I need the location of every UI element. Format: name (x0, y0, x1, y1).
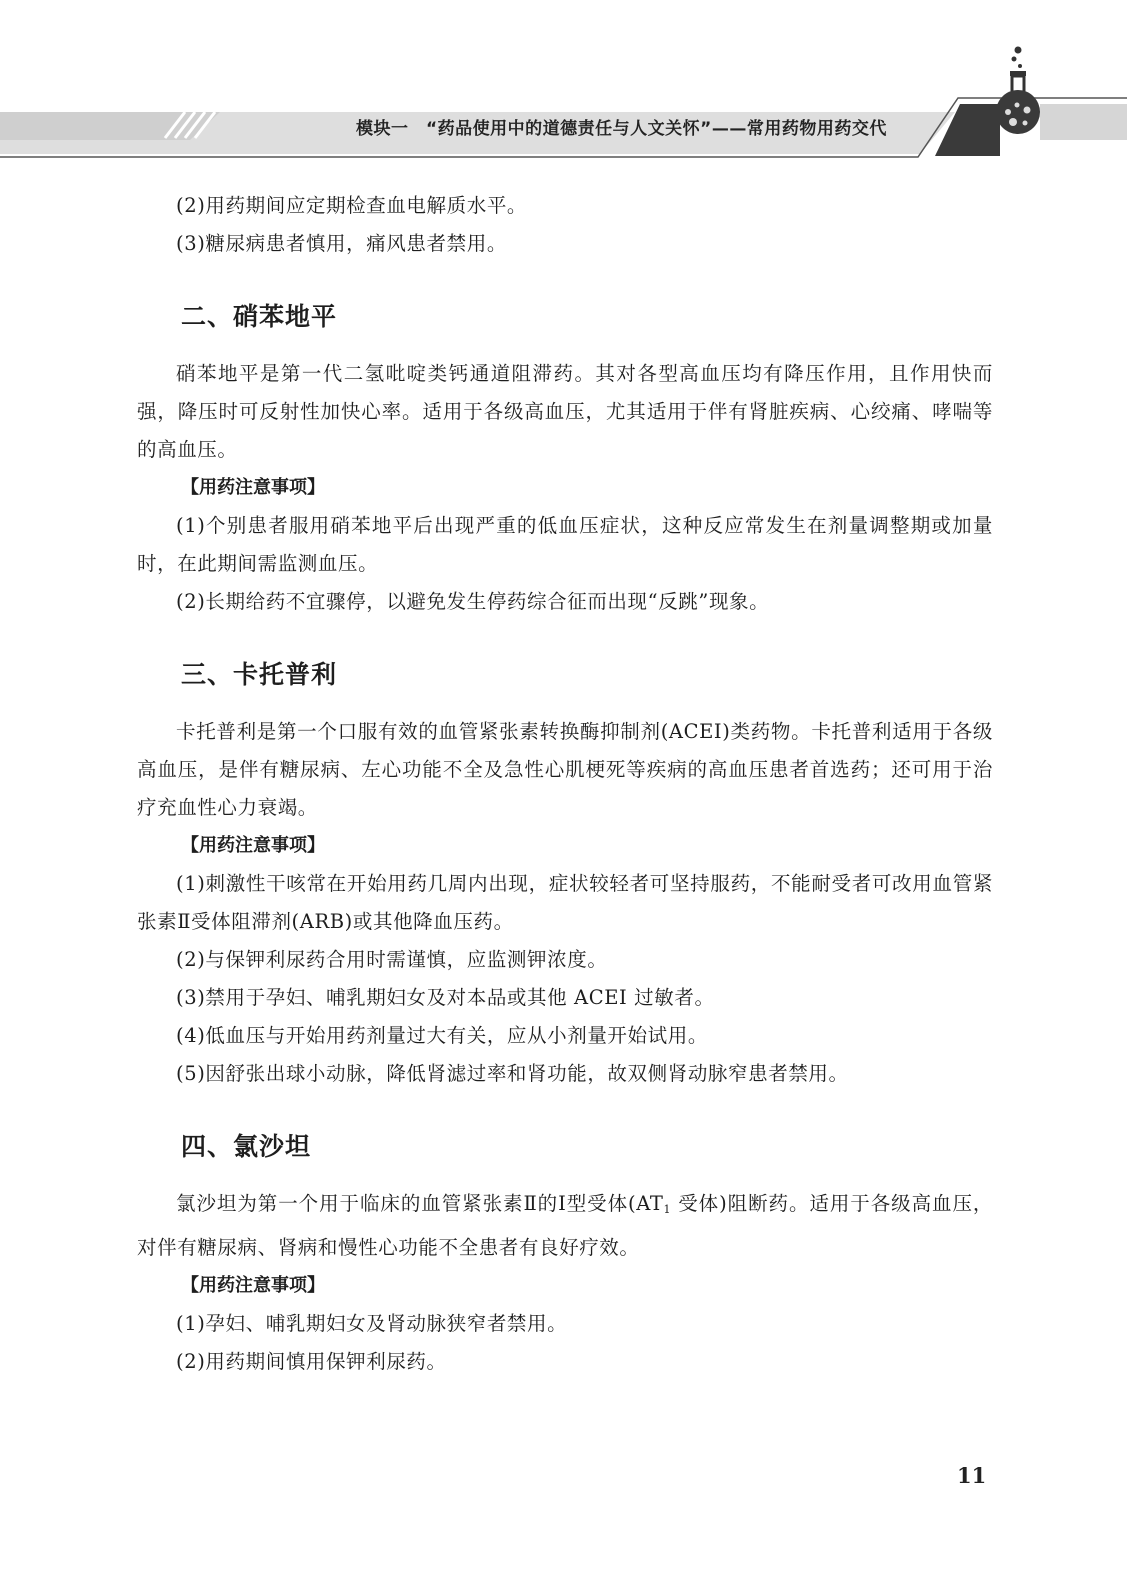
flask-icon (990, 44, 1046, 136)
list-item: (1)个别患者服用硝苯地平后出现严重的低血压症状，这种反应常发生在剂量调整期或加量时，在此期间需监测血压。 (137, 514, 993, 575)
header-banner-graphic (0, 0, 1127, 175)
list-item: (1)孕妇、哺乳期妇女及肾动脉狭窄者禁用。 (176, 1312, 568, 1335)
list-item: (2)用药期间应定期检查血电解质水平。 (176, 194, 528, 217)
list-item: (2)用药期间慎用保钾利尿药。 (176, 1350, 447, 1373)
list-item: (4)低血压与开始用药剂量过大有关，应从小剂量开始试用。 (176, 1024, 708, 1047)
section-paragraph: 卡托普利是第一个口服有效的血管紧张素转换酶抑制剂(ACEI)类药物。卡托普利适用于各级高血压，是伴有糖尿病、左心功能不全及急性心肌梗死等疾病的高血压患者首选药；还可用于治疗充血性心力衰竭。 (137, 720, 993, 819)
header-title: 模块一 “药品使用中的道德责任与人文关怀”——常用药物用药交代 (356, 119, 887, 139)
list-item: (5)因舒张出球小动脉，降低肾滤过率和肾功能，故双侧肾动脉窄患者禁用。 (176, 1062, 849, 1085)
list-item: (1)刺激性干咳常在开始用药几周内出现，症状较轻者可坚持服药，不能耐受者可改用血管紧张素Ⅱ受体阻滞剂(ARB)或其他降血压药。 (137, 872, 993, 933)
running-header (0, 0, 1127, 175)
subscript: 1 (663, 1203, 672, 1216)
section-heading: 四、氯沙坦 (181, 1132, 312, 1161)
list-item: (3)禁用于孕妇、哺乳期妇女及对本品或其他 ACEI 过敏者。 (176, 986, 715, 1009)
section-paragraph: 硝苯地平是第一代二氢吡啶类钙通道阻滞药。其对各型高血压均有降压作用，且作用快而强，降压时可反射性加快心率。适用于各级高血压，尤其适用于伴有肾脏疾病、心绞痛、哮喘等的高血压。 (137, 362, 993, 461)
paragraph-text: 氯沙坦为第一个用于临床的血管紧张素Ⅱ的Ⅰ型受体(AT (176, 1192, 664, 1215)
section-paragraph (137, 1185, 993, 1267)
list-item: (2)与保钾利尿药合用时需谨慎，应监测钾浓度。 (176, 948, 608, 971)
note-label: 【用药注意事项】 (181, 1275, 325, 1296)
list-item: (3)糖尿病患者慎用，痛风患者禁用。 (176, 232, 507, 255)
section-heading: 二、硝苯地平 (181, 302, 338, 331)
list-item: (2)长期给药不宜骤停，以避免发生停药综合征而出现“反跳”现象。 (176, 590, 770, 613)
paragraph-text: 受体)阻断药。适用于各级高血压，对伴有糖尿病、肾病和慢性心功能不全患者有良好疗效。 (137, 1192, 993, 1259)
section-heading: 三、卡托普利 (181, 660, 338, 689)
page-number: 11 (957, 1463, 987, 1488)
note-label: 【用药注意事项】 (181, 477, 325, 498)
page-content (137, 187, 993, 1381)
note-label: 【用药注意事项】 (181, 835, 325, 856)
